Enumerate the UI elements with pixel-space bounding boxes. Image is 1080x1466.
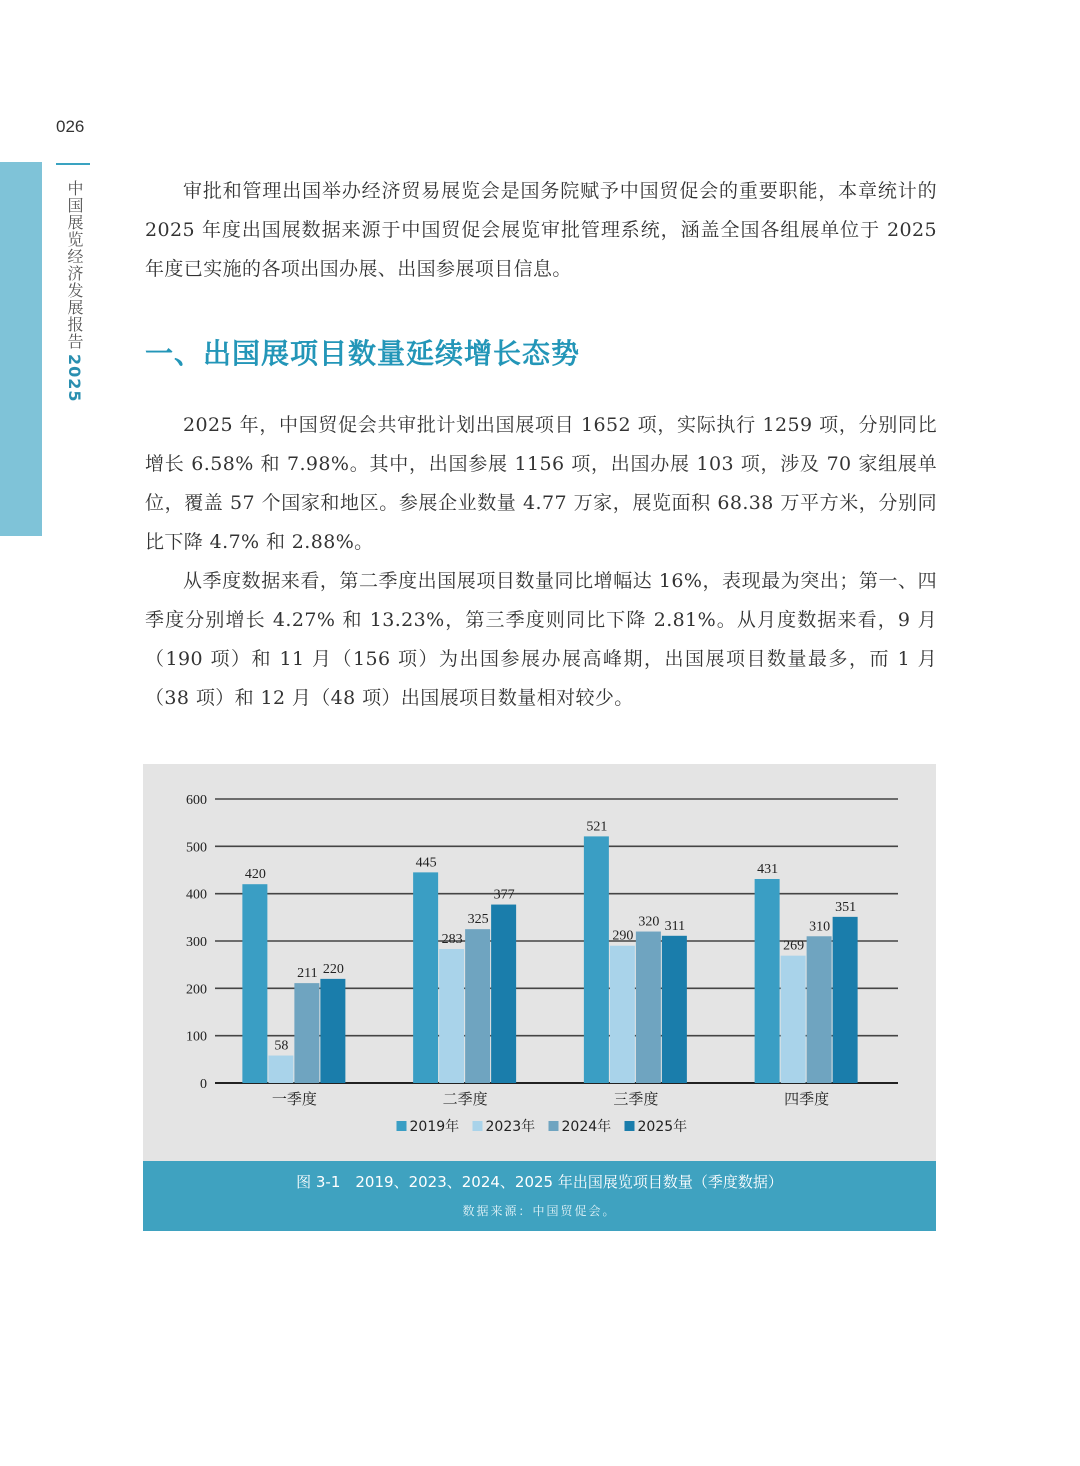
x-category-label: 二季度 — [442, 1090, 488, 1108]
figure-3-1 — [143, 764, 936, 1231]
bar — [294, 983, 319, 1083]
bar — [610, 946, 635, 1083]
bar — [242, 884, 267, 1083]
data-label: 445 — [415, 855, 437, 871]
legend-swatch — [397, 1121, 407, 1131]
y-tick-label: 400 — [186, 887, 207, 903]
data-label: 351 — [835, 899, 857, 915]
bar — [465, 929, 490, 1083]
bar — [781, 956, 806, 1083]
section-heading: 一、出国展项目数量延续增长态势 — [145, 337, 581, 370]
running-title-year: 2025 — [65, 354, 84, 403]
y-tick-label: 300 — [186, 935, 207, 950]
x-category-label: 三季度 — [613, 1090, 659, 1108]
y-tick-label: 0 — [200, 1077, 207, 1092]
quarterly-bar-chart — [143, 764, 936, 1161]
figure-caption-band — [143, 1161, 936, 1231]
bar — [584, 836, 609, 1083]
y-tick-label: 500 — [186, 840, 207, 856]
bar — [755, 879, 780, 1083]
bar — [268, 1056, 293, 1083]
legend-swatch — [625, 1121, 635, 1131]
bar — [413, 872, 438, 1083]
data-label: 420 — [244, 867, 266, 883]
figure-source: 数据来源：中国贸促会。 — [462, 1204, 617, 1218]
data-label: 377 — [493, 887, 515, 903]
data-label: 211 — [297, 966, 318, 982]
bar — [439, 949, 464, 1083]
bar — [320, 979, 345, 1083]
data-label: 431 — [757, 861, 779, 877]
page-number: 026 — [56, 117, 85, 136]
figure-caption: 图 3-1 2019、2023、2024、2025 年出国展览项目数量（季度数据） — [296, 1173, 783, 1191]
paragraph-quarterly: 从季度数据来看，第二季度出国展项目数量同比增幅达 16%，表现最为突出；第一、四季度分别增长 4.27% 和 13.23%，第三季度则同比下降 2.81%。从月度数据来看，9 月（190 项）和 11 月（156 项）为出国参展办展高峰期，出国展项目数量最多，而 1 月（38 项）和 12 月（48 项）出国展项目数量相对较少。 — [145, 570, 937, 709]
running-title-text: 中国展览经济发展报告 — [65, 180, 84, 350]
data-label: 269 — [783, 938, 805, 954]
data-label: 320 — [638, 914, 660, 930]
bar — [662, 936, 687, 1083]
legend-label: 2023年 — [485, 1119, 536, 1135]
legend-label: 2025年 — [637, 1119, 688, 1135]
paragraph-summary: 2025 年，中国贸促会共审批计划出国展项目 1652 项，实际执行 1259 项，分别同比增长 6.58% 和 7.98%。其中，出国参展 1156 项，出国办展 103 项，涉及 70 家组展单位，覆盖 57 个国家和地区。参展企业数量 4.77 万家，展览面积 68.38 万平方米，分别同比下降 4.7% 和 2.88%。 — [145, 414, 937, 553]
legend-swatch — [473, 1121, 483, 1131]
intro-text — [145, 172, 937, 289]
y-tick-label: 200 — [186, 982, 207, 998]
intro-paragraph: 审批和管理出国举办经济贸易展览会是国务院赋予中国贸促会的重要职能，本章统计的 2025 年度出国展数据来源于中国贸促会展览审批管理系统，涵盖全国各组展单位于 2025 年度已实施的各项出国办展、出国参展项目信息。 — [145, 180, 937, 280]
data-label: 283 — [441, 932, 463, 948]
bar — [833, 917, 858, 1083]
legend-label: 2024年 — [561, 1119, 612, 1135]
data-label: 290 — [612, 928, 634, 944]
x-category-label: 一季度 — [271, 1090, 317, 1108]
data-label: 220 — [322, 961, 344, 977]
section-body — [145, 406, 937, 718]
data-label: 311 — [664, 918, 686, 934]
data-label: 58 — [274, 1038, 289, 1054]
bar — [807, 936, 832, 1083]
chart-area — [143, 764, 936, 1161]
data-label: 521 — [586, 819, 608, 835]
data-label: 310 — [809, 919, 831, 935]
side-color-tab — [0, 162, 42, 536]
data-label: 325 — [467, 912, 489, 928]
bar — [636, 932, 661, 1083]
bar — [491, 905, 516, 1083]
y-tick-label: 600 — [186, 793, 207, 808]
x-category-label: 四季度 — [784, 1090, 830, 1108]
y-tick-label: 100 — [186, 1029, 207, 1045]
side-divider — [56, 163, 90, 165]
running-title — [60, 180, 86, 403]
legend-swatch — [549, 1121, 559, 1131]
legend-label: 2019年 — [409, 1119, 460, 1135]
